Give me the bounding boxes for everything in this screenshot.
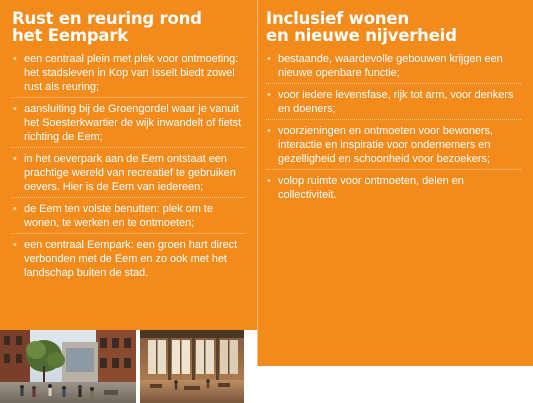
- left-heading-line: het Eempark: [12, 26, 129, 45]
- list-item: [266, 124, 521, 170]
- bullet-icon: •: [13, 103, 17, 115]
- bullet-icon: •: [267, 89, 271, 101]
- right-heading-line: en nieuwe nijverheid: [266, 26, 457, 45]
- list-item: [266, 88, 521, 120]
- list-item-text: volop ruimte voor ontmoeten, delen en collectiviteit.: [278, 175, 464, 201]
- list-item-text: een centraal plein met plek voor ontmoeting: het stadsleven in Kop van Isselt biedt zowel rust als reuring;: [24, 53, 239, 93]
- interior-hall-photo-image: [140, 330, 244, 403]
- list-item-text: bestaande, waardevolle gebouwen krijgen een nieuwe openbare functie;: [278, 53, 503, 79]
- bullet-icon: •: [13, 153, 17, 165]
- bullet-icon: •: [267, 125, 271, 137]
- left-bullet-list: [12, 52, 245, 284]
- list-item-text: een centraal Eempark: een groen hart direct verbonden met de Eem en zo ook met het landschap buiten de stad.: [24, 239, 238, 279]
- list-item: [12, 238, 245, 284]
- list-item-text: voorzieningen en ontmoeten voor bewoners, interactie en inspiratie voor ondernemers en gezelligheid en schoonheid voor bezoekers;: [278, 125, 494, 165]
- right-column: [257, 0, 533, 366]
- right-heading: [266, 10, 521, 44]
- list-item-text: in het oeverpark aan de Eem ontstaat een prachtige wereld van recreatief te gebruiken oevers. Hier is de Eem van iedereen;: [24, 153, 236, 193]
- bullet-icon: •: [13, 203, 17, 215]
- courtyard-photo: [0, 330, 136, 403]
- right-bullet-list: [266, 52, 521, 206]
- bullet-icon: •: [267, 53, 271, 65]
- list-item-text: de Eem ten volste benutten: plek om te wonen, te werken en te ontmoeten;: [24, 203, 213, 229]
- left-heading-line: Rust en reuring rond: [12, 9, 202, 28]
- list-item: [12, 102, 245, 148]
- courtyard-photo-image: [0, 330, 136, 403]
- bullet-icon: •: [13, 239, 17, 251]
- list-item: [12, 202, 245, 234]
- list-item: [12, 52, 245, 98]
- bullet-icon: •: [267, 175, 271, 187]
- list-item: [266, 174, 521, 206]
- bullet-icon: •: [13, 53, 17, 65]
- left-heading: [12, 10, 245, 44]
- interior-hall-photo: [140, 330, 244, 403]
- right-heading-line: Inclusief wonen: [266, 9, 409, 28]
- list-item: [12, 152, 245, 198]
- list-item-text: aansluiting bij de Groengordel waar je vanuit het Soesterkwartier de wijk inwandelt of fietst richting de Eem;: [24, 103, 242, 143]
- list-item-text: voor iedere levensfase, rijk tot arm, voor denkers en doeners;: [278, 89, 514, 115]
- list-item: [266, 52, 521, 84]
- left-column: [0, 0, 257, 330]
